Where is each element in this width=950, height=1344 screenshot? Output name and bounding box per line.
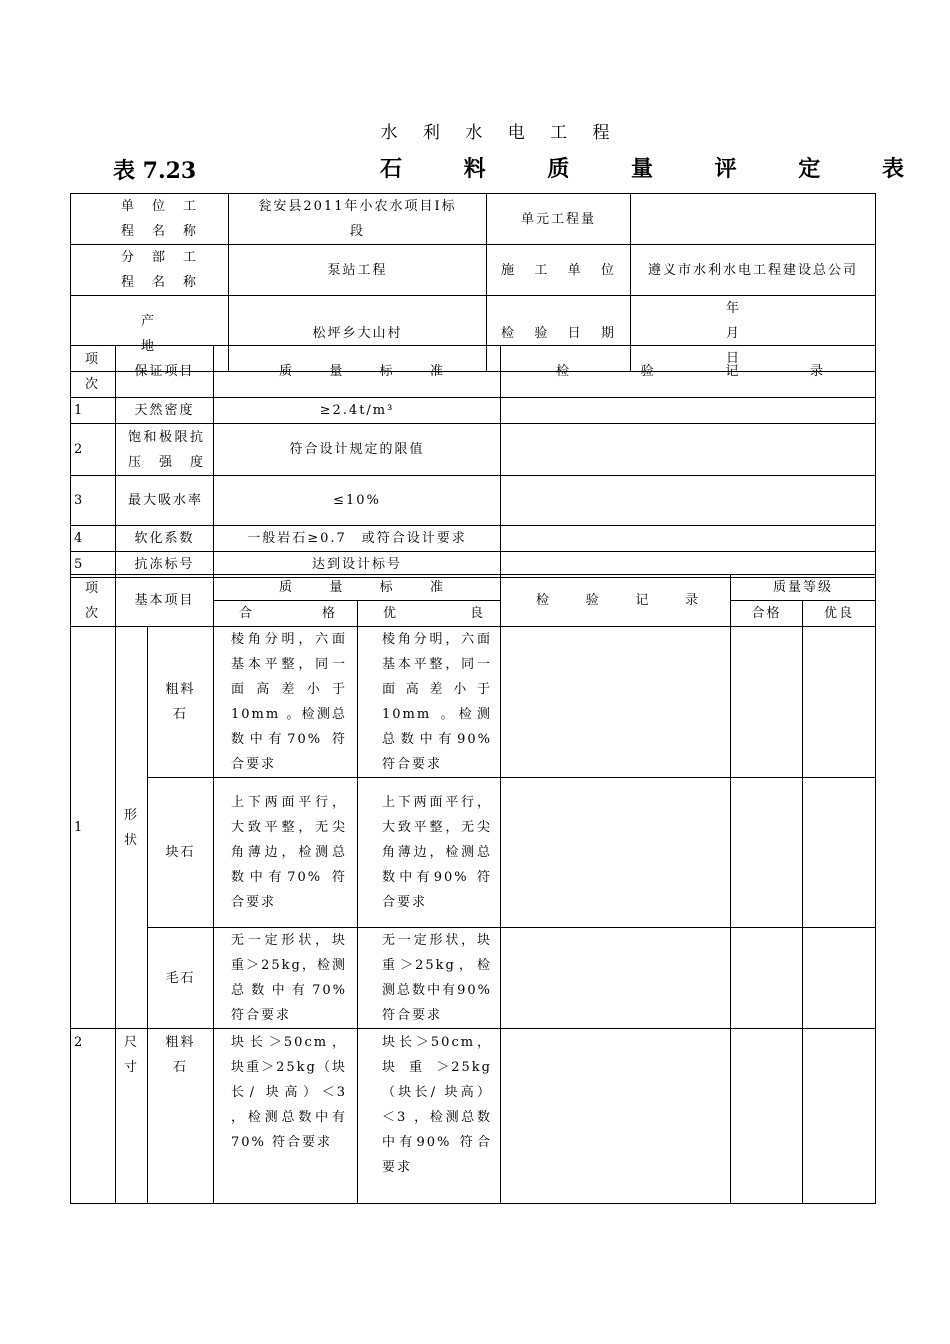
row-standard: 一般岩石≥0.7 或符合设计要求 — [214, 526, 501, 552]
header-standard: 质 量 标 准 — [214, 575, 501, 601]
row-standard: ≤10% — [214, 476, 501, 526]
row-record — [501, 627, 731, 778]
row-grade-good — [803, 627, 876, 778]
row-standard: 达到设计标号 — [214, 552, 501, 578]
header-qualified: 合 格 — [214, 601, 358, 627]
header-no: 项 次 — [71, 575, 116, 627]
row-stone-type: 块石 — [148, 778, 214, 928]
row-item: 软化系数 — [116, 526, 214, 552]
row-grade-good — [803, 928, 876, 1029]
row-category: 形状 — [116, 627, 148, 1029]
row-good-standard: 块长＞50cm，块重＞25kg（块长/ 块高）＜3 ，检测总数中有90% 符合要求 — [358, 1029, 501, 1204]
table-row — [71, 476, 876, 526]
row-good-standard: 无一定形状，块重＞25kg，检测总数中有90% 符合要求 — [358, 928, 501, 1029]
row-standard: ≥2.4t/m³ — [214, 398, 501, 424]
header-grade-good: 优良 — [803, 601, 876, 627]
table-row — [71, 194, 876, 245]
header-grade-qualified: 合格 — [731, 601, 803, 627]
table-row — [71, 928, 876, 1029]
header-basic-item: 基本项目 — [116, 575, 214, 627]
header-grade: 质量等级 — [731, 575, 876, 601]
header-good: 优 良 — [358, 601, 501, 627]
row-no: 1 — [71, 627, 116, 1029]
row-no: 3 — [71, 476, 116, 526]
row-item: 天然密度 — [116, 398, 214, 424]
table-row — [71, 627, 876, 778]
contractor-label: 施 工 单 位 — [487, 245, 631, 296]
table-row — [71, 398, 876, 424]
row-item: 抗冻标号 — [116, 552, 214, 578]
table-header-row — [71, 346, 876, 398]
row-grade-qualified — [731, 627, 803, 778]
row-qualified-standard: 上下两面平行，大致平整，无尖角薄边，检测总数中有70% 符合要求 — [214, 778, 358, 928]
header-record: 检 验 记 录 — [501, 575, 731, 627]
document-title: 石 料 质 量 评 定 表 — [380, 156, 931, 182]
row-qualified-standard: 棱角分明，六面基本平整，同一面高差小于10mm 。检测总数中有70% 符合要求 — [214, 627, 358, 778]
header-no: 项 次 — [71, 346, 116, 398]
row-no: 2 — [71, 424, 116, 476]
table-header-row — [71, 575, 876, 601]
element-quantity-label: 单元工程量 — [487, 194, 631, 245]
header-guarantee-item: 保证项目 — [116, 346, 214, 398]
row-grade-qualified — [731, 1029, 803, 1204]
table-row — [71, 424, 876, 476]
row-record — [501, 928, 731, 1029]
document-supertitle: 水 利 水 电 工 程 — [380, 123, 620, 143]
row-standard: 符合设计规定的限值 — [214, 424, 501, 476]
row-no: 4 — [71, 526, 116, 552]
division-value: 泵站工程 — [229, 245, 487, 296]
row-no: 1 — [71, 398, 116, 424]
origin-label: 产 地 — [71, 296, 229, 372]
row-grade-qualified — [731, 928, 803, 1029]
element-quantity-value — [631, 194, 876, 245]
unit-project-value: 瓮安县2011年小农水项目Ⅰ标段 — [229, 194, 487, 245]
row-record — [501, 1029, 731, 1204]
table-number: 表 7.23 — [113, 158, 197, 184]
unit-project-label: 单 位 工 程 名 称 — [71, 194, 229, 245]
date-label: 检 验 日 期 — [487, 296, 631, 372]
date-value: 年 月 日 — [631, 296, 876, 372]
row-grade-good — [803, 1029, 876, 1204]
row-stone-type: 毛石 — [148, 928, 214, 1029]
row-record — [501, 476, 876, 526]
row-no: 2 — [71, 1029, 116, 1204]
row-qualified-standard: 块长＞50cm，块重＞25kg（块长/ 块高）＜3 ，检测总数中有70% 符合要求 — [214, 1029, 358, 1204]
row-item: 饱和极限抗压强度 — [116, 424, 214, 476]
row-grade-good — [803, 778, 876, 928]
row-record — [501, 424, 876, 476]
basic-items-table — [70, 574, 876, 1204]
row-item: 最大吸水率 — [116, 476, 214, 526]
header-record: 检 验 记 录 — [501, 346, 876, 398]
row-stone-type: 粗料石 — [148, 1029, 214, 1204]
division-label: 分 部 工 程 名 称 — [71, 245, 229, 296]
row-qualified-standard: 无一定形状，块重＞25kg，检测总数中有70% 符合要求 — [214, 928, 358, 1029]
table-row — [71, 1029, 876, 1204]
row-grade-qualified — [731, 778, 803, 928]
contractor-value: 遵义市水利水电工程建设总公司 — [631, 245, 876, 296]
table-row — [71, 526, 876, 552]
row-good-standard: 上下两面平行，大致平整，无尖角薄边，检测总数中有90% 符合要求 — [358, 778, 501, 928]
row-record — [501, 778, 731, 928]
row-record — [501, 398, 876, 424]
row-good-standard: 棱角分明，六面基本平整，同一面高差小于10mm 。检测总数中有90% 符合要求 — [358, 627, 501, 778]
row-record — [501, 526, 876, 552]
row-no: 5 — [71, 552, 116, 578]
guarantee-items-table — [70, 345, 876, 578]
row-stone-type: 粗料石 — [148, 627, 214, 778]
table-row — [71, 245, 876, 296]
origin-value: 松坪乡大山村 — [229, 296, 487, 372]
table-row — [71, 778, 876, 928]
row-category: 尺寸 — [116, 1029, 148, 1204]
header-standard: 质 量 标 准 — [214, 346, 501, 398]
